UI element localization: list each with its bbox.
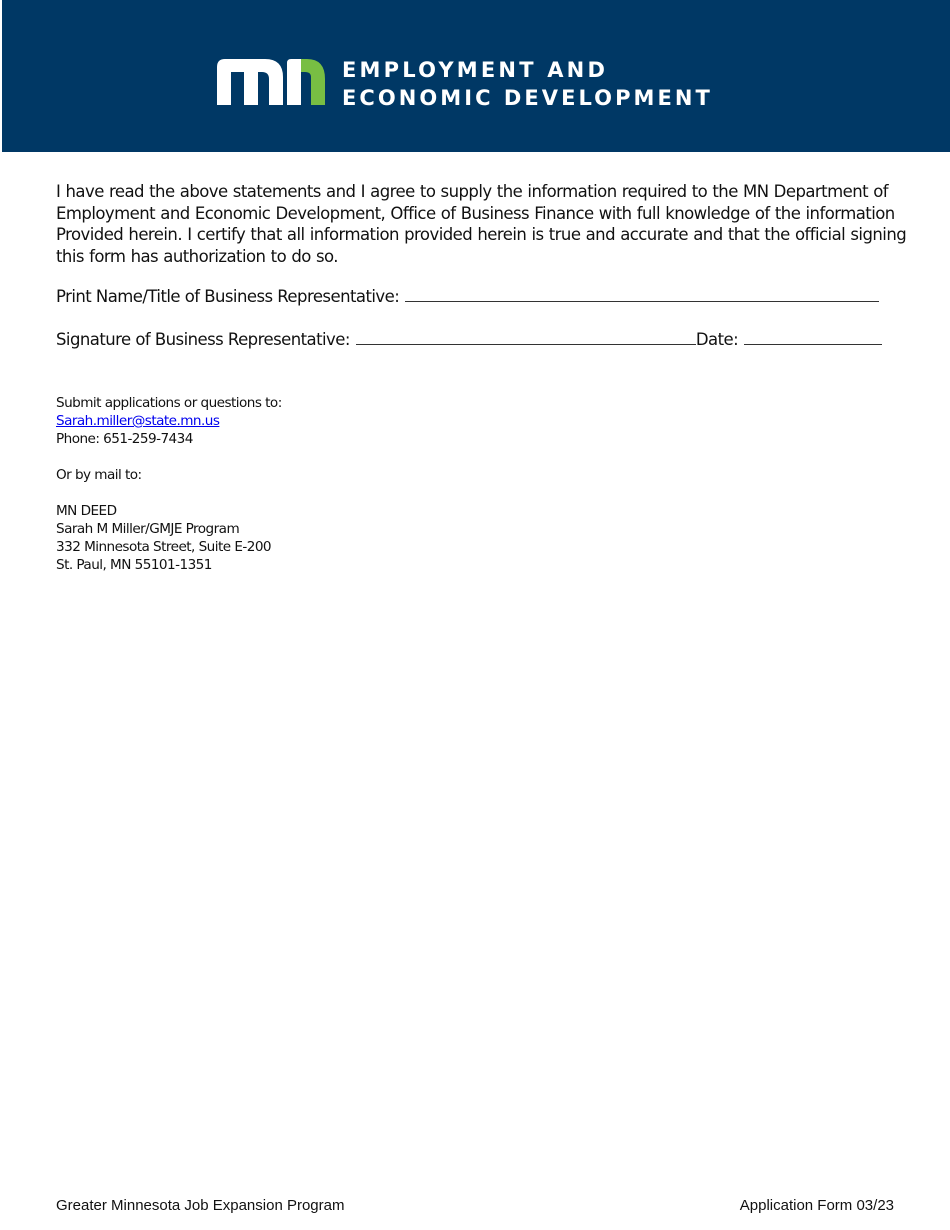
print-name-row — [56, 287, 879, 306]
agency-name — [342, 56, 713, 112]
mail-intro: Or by mail to: — [56, 467, 142, 483]
spacer — [56, 448, 282, 466]
address-line: St. Paul, MN 55101-1351 — [56, 557, 212, 573]
email-link[interactable]: Sarah.miller@state.mn.us — [56, 413, 220, 429]
footer-program-name: Greater Minnesota Job Expansion Program — [56, 1197, 345, 1214]
print-name-field[interactable] — [405, 287, 879, 302]
mn-logo-icon — [215, 57, 327, 107]
statement-line: Provided herein. I certify that all information provided herein is true and accurate and that the official signing — [56, 225, 907, 245]
header-banner — [2, 0, 950, 152]
footer-form-version: Application Form 03/23 — [739, 1197, 894, 1214]
phone-number: Phone: 651-259-7434 — [56, 431, 193, 447]
date-field[interactable] — [744, 330, 882, 345]
agency-name-line2: ECONOMIC DEVELOPMENT — [342, 86, 713, 110]
statement-line: this form has authorization to do so. — [56, 246, 338, 266]
address-line: 332 Minnesota Street, Suite E-200 — [56, 539, 272, 555]
submit-intro: Submit applications or questions to: — [56, 395, 282, 411]
statement-line: I have read the above statements and I agree to supply the information required to the MN Department of — [56, 182, 889, 201]
address-line: MN DEED — [56, 503, 117, 519]
statement-line: Employment and Economic Development, Office of Business Finance with full knowledge of the information — [56, 203, 895, 223]
spacer — [56, 484, 282, 502]
signature-row — [56, 330, 882, 349]
print-name-label: Print Name/Title of Business Representative: — [56, 287, 400, 306]
agency-name-line1: EMPLOYMENT AND — [342, 58, 609, 82]
address-line: Sarah M Miller/GMJE Program — [56, 521, 240, 537]
signature-field[interactable] — [356, 330, 696, 345]
contact-info — [56, 394, 282, 574]
certification-statement — [56, 181, 906, 267]
signature-label: Signature of Business Representative: — [56, 330, 350, 349]
date-label: Date: — [695, 330, 739, 349]
